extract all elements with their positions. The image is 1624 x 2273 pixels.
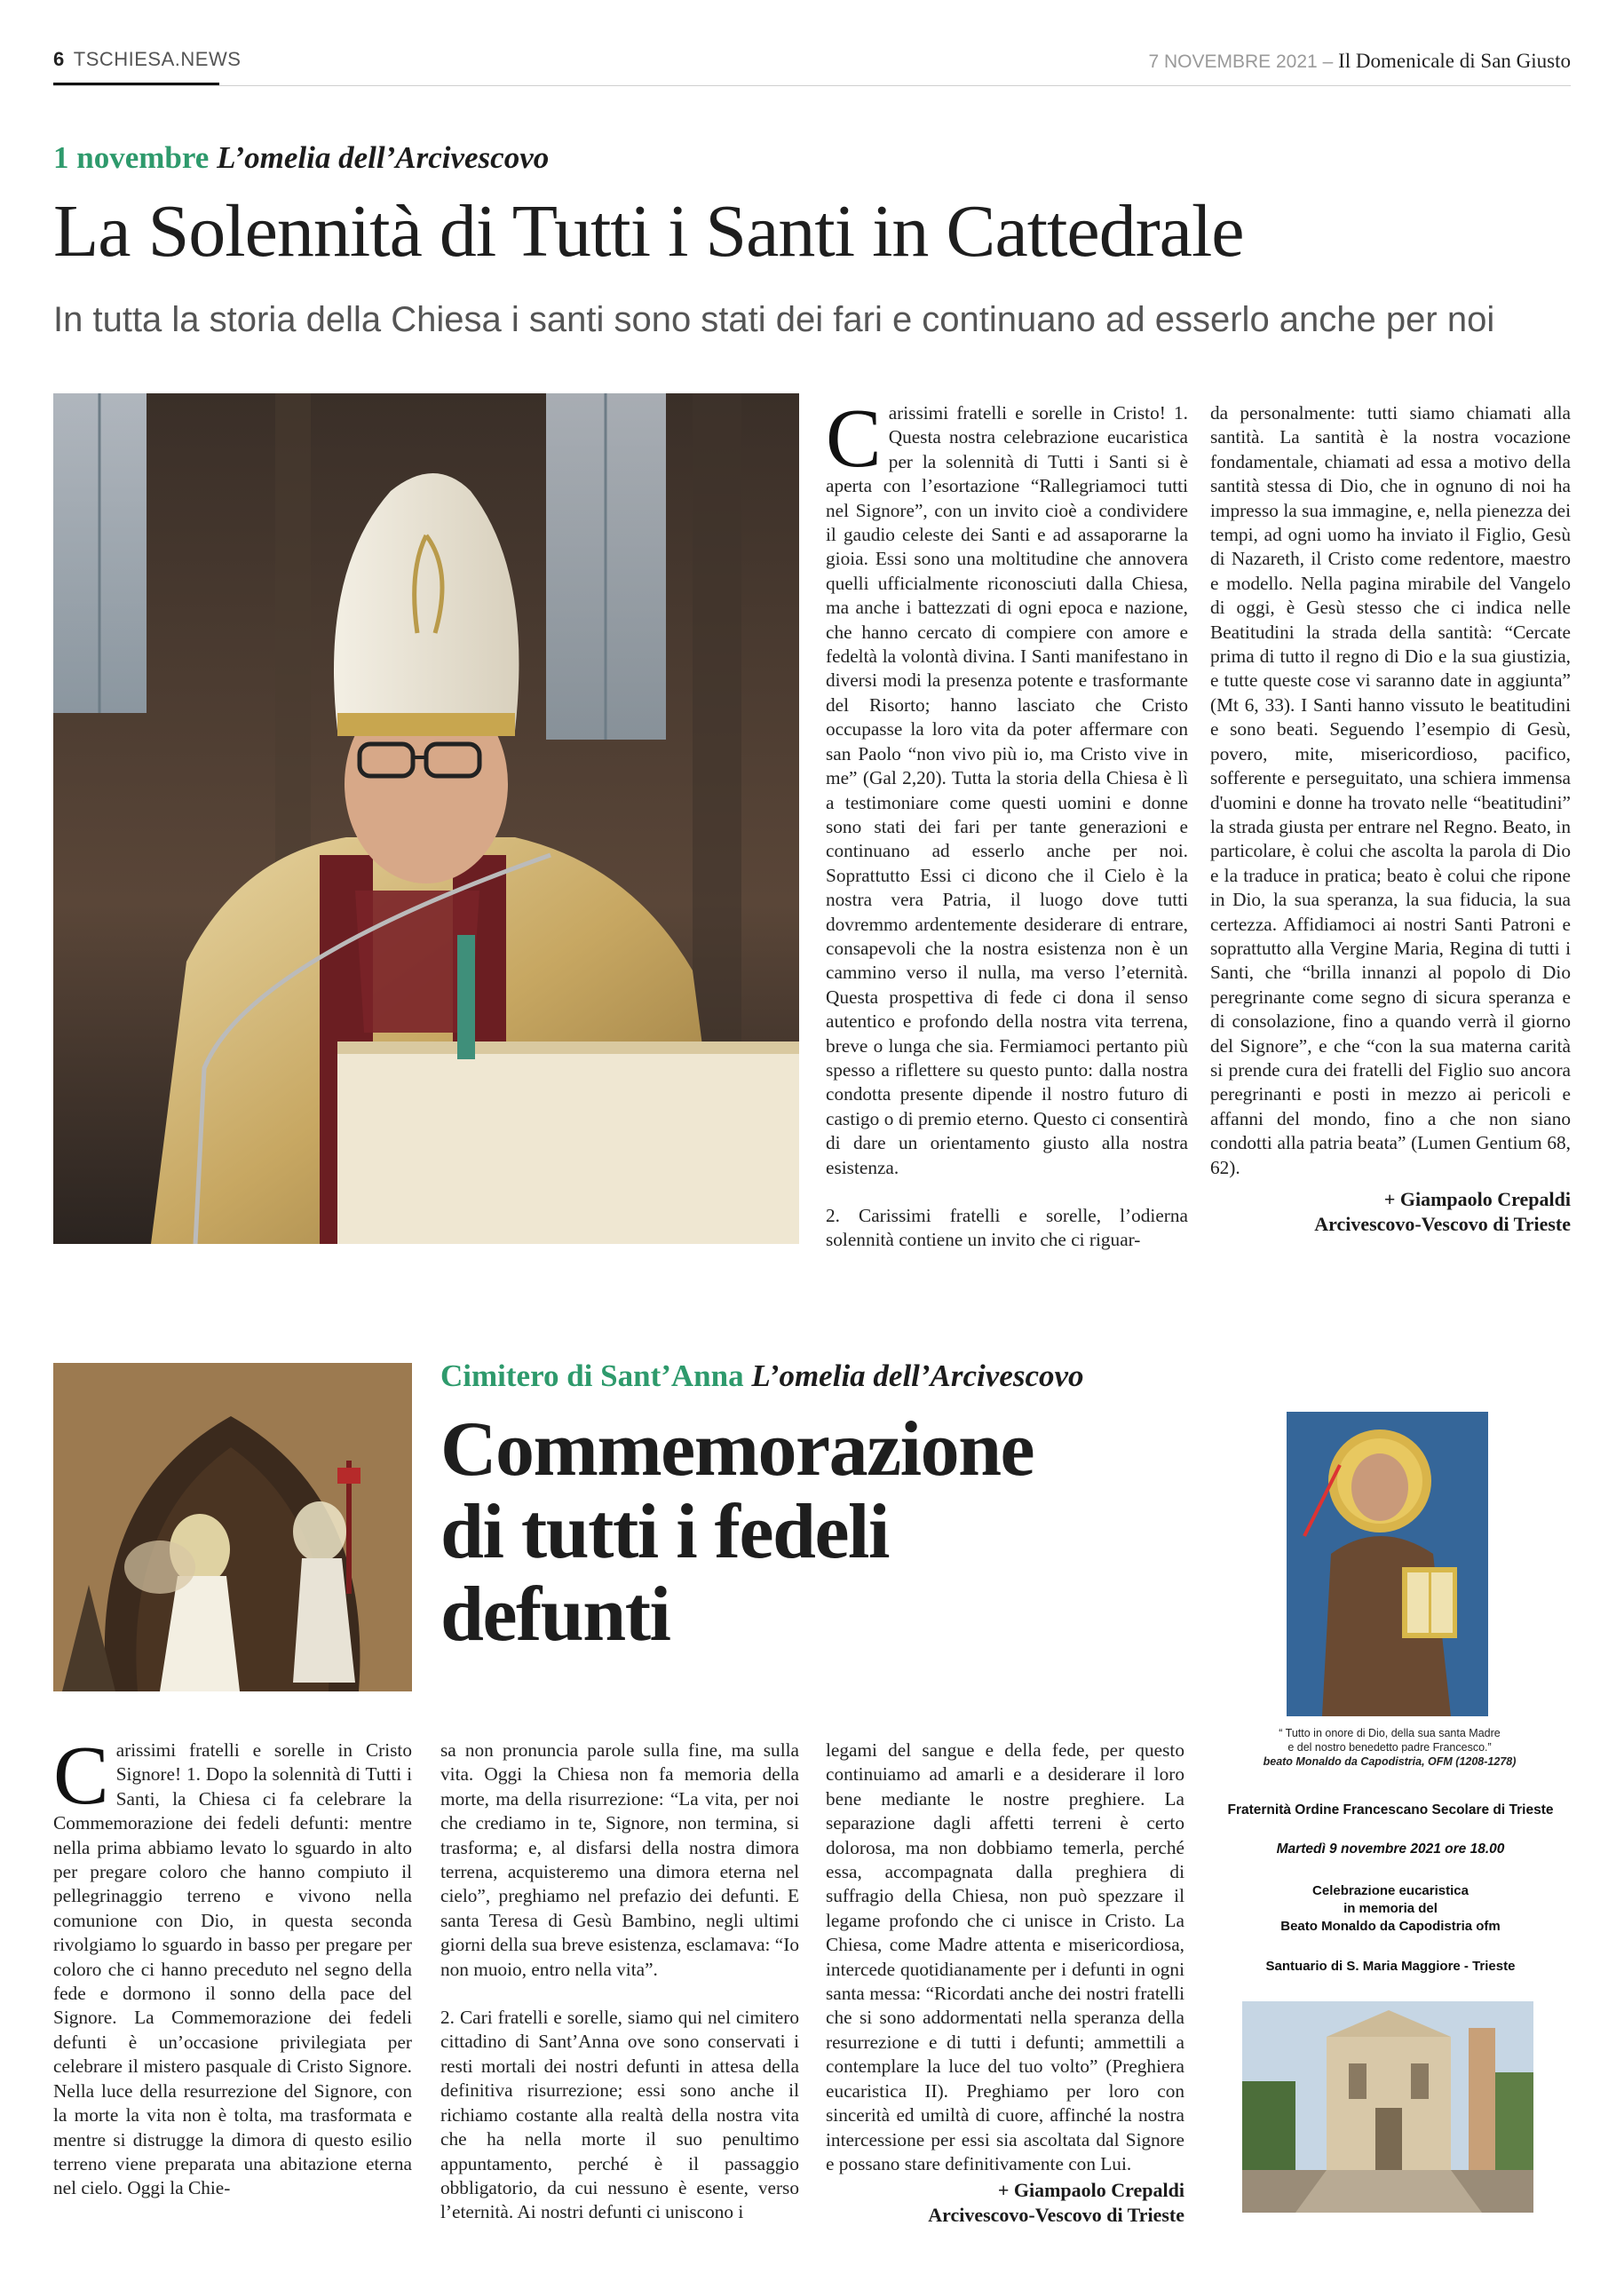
page-number: 6	[53, 48, 65, 70]
article2-column1	[53, 1730, 412, 2201]
article1-kicker-label: L’omelia dell’Arcivescovo	[217, 140, 550, 175]
article2-col2-paragraph1: sa non pronuncia parole sulla fine, ma sulla vita. Oggi la Chiesa non fa memoria della morte, ma della risurrezione: “La vita, per noi che crediamo in te, Signore, non termina, si trasforma; e, al disfarsi della nostra dimora terrena, acquisteremo una dimora eterna nel cielo”, preghiamo nel prefazio dei defunti. E santa Teresa di Gesù Bambino, negli ultimi giorni della sua breve esistenza, esclamava: “Io non muoio, entro nella vita”.	[440, 1739, 799, 1980]
article2-kicker-label: L’omelia dell’Arcivescovo	[751, 1358, 1084, 1393]
event-place: Santuario di S. Maria Maggiore - Trieste	[1265, 1959, 1516, 1974]
article1-column1	[826, 392, 1188, 1253]
event-description-line1: Celebrazione eucaristica	[1312, 1883, 1469, 1898]
site-name: TSCHIESA.NEWS	[73, 48, 242, 70]
article1-col1-text1: arissimi fratelli e sorelle in Cristo! 1. Questa nostra celebrazione eucaristica per la solennità di Tutti i Santi si è aperta con l’esortazione “Rallegriamoci tutti nel Signore”, con un invito cioè a condividere il gaudio celeste dei Santi e ad assaporarne la gioia. Essi sono una moltitudine che annovera quelli ufficialmente riconosciuti dalla Chiesa, ma anche i battezzati di ogni epoca e nazione, che hanno cercato di compiere con amore e fedeltà la volontà divina. I Santi manifestano in diversi modi la presenza potente e trasformante del Risorto; hanno lasciato che Cristo occupasse la loro vita da poter affermare con san Paolo “non vivo più io, ma Cristo vive in me” (Gal 2,20). Tutta la storia della Chiesa è lì a testimoniare come questi uomini e donne sono stati dei fari per tante generazioni e continuano ad esserlo anche per noi. Soprattutto Essi ci dicono che il Cielo è la nostra vera Patria, il luogo dove tutti dovremmo ardentemente desiderare di entrare, consapevoli che la nostra esistenza non è un cammino verso il nulla, ma verso l’eternità. Questa prospettiva di fede ci dona il senso autentico e profondo della nostra vita terrena, breve o lunga che sia. Fermiamoci pertanto più spesso a riflettere su questo punto: dalla nostra condotta presente dipende il nostro futuro di castigo o di premio eterno. Questo ci consentirà di dare un orientamento giusto alla nostra esistenza.	[826, 402, 1188, 1178]
article2-signature-name: + Giampaolo Crepaldi	[997, 2179, 1184, 2202]
archbishop-photo	[53, 393, 799, 1244]
article1-kicker	[53, 140, 549, 176]
article2-dropcap: C	[53, 1730, 109, 1822]
article2-col1-text1: arissimi fratelli e sorelle in Cristo Signore! 1. Dopo la solennità di Tutti i Santi, la Chiesa ci fa celebrare la Commemorazione dei fedeli defunti: mentre nella prima abbiamo levato lo sguardo in alto per pregare coloro che hanno compiuto il pellegrinaggio terreno e vivono nella comunione con Dio, in questa seconda rivolgiamo lo sguardo in basso per pregare per coloro che ci hanno preceduto nel segno della fede e dormono il sonno della pace del Signore. La Commemorazione dei fedeli defunti è un’occasione privilegiata per celebrare il mistero pasquale di Cristo Signore. Nella luce della resurrezione del Signore, con la morte la vita non è tolta, ma trasformata e mentre si distrugge la dimora di questo esilio terreno viene preparata una abitazione eterna nel cielo. Oggi la Chie-	[53, 1739, 412, 2199]
article1-column2	[1210, 401, 1571, 1237]
saint-icon-image	[1287, 1412, 1488, 1716]
article2-signature	[826, 2178, 1184, 2228]
article1-col1-paragraph2: 2. Carissimi fratelli e sorelle, l’odierna solennità contiene un invito che ci riguar-	[826, 1205, 1188, 1251]
article1-signature	[1210, 1187, 1571, 1237]
article2-column3	[826, 1738, 1184, 2228]
event-description-line2: in memoria del	[1343, 1901, 1438, 1916]
article2-title-line2: di tutti i fedeli	[440, 1489, 889, 1575]
event-description	[1213, 1882, 1568, 1936]
newspaper-name: Il Domenicale di San Giusto	[1338, 50, 1571, 72]
event-datetime: Martedì 9 novembre 2021 ore 18.00	[1276, 1841, 1505, 1857]
article2-title-line1: Commemorazione	[440, 1406, 1034, 1493]
article1-dropcap: C	[826, 392, 882, 485]
article2-col3-paragraph1: legami del sangue e della fede, per questo continuiamo ad amarli e a desiderare il loro bene mediante le nostre preghiere. La separazione dagli affetti terreni è certo dolorosa, ma non dobbiamo temerla, perché essa, accompagnata dalla preghiera di suffragio della Chiesa, non può spezzare il legame profondo che ci unisce in Cristo. La Chiesa, come Madre attenta e misericordiosa, intercede quotidianamente per i defunti in ogni santa messa: “Ricordati anche dei nostri fratelli che si sono addormentati nella speranza della resurrezione e di tutti i defunti; ammettili a contemplare la luce del tuo volto” (Preghiera eucaristica II). Preghiamo per loro con sincerità ed umiltà di cuore, affinché la nostra intercessione per essi sia ascoltata dal Signore e possano stare definitivamente con Lui.	[826, 1739, 1184, 2174]
saint-quote-attribution: beato Monaldo da Capodistria, OFM (1208-1278)	[1263, 1755, 1517, 1768]
article1-title: La Solennità di Tutti i Santi in Cattedrale	[53, 190, 1244, 273]
article2-col2-paragraph2: 2. Cari fratelli e sorelle, siamo qui nel cimitero cittadino di Sant’Anna ove sono conservati i resti mortali dei nostri defunti in attesa della definitiva risurrezione; essi sono anche il richiamo costante alla realtà della nostra vita che ha nella morte il suo penultimo appuntamento, perché è il passaggio obbligatorio, da cui nessuno è esente, verso l’eternità. Ai nostri defunti ci uniscono i	[440, 2007, 799, 2223]
article1-col2-paragraph1: da personalmente: tutti siamo chiamati alla santità. La santità è la nostra vocazione fondamentale, chiamati ad essa a motivo della santità stessa di Dio, che in ognuno di noi ha impresso la sua immagine, e, nella pienezza dei tempi, ad ogni uomo ha inviato il Figlio, Gesù di Nazareth, il Cristo come redentore, maestro e modello. Nella pagina mirabile del Vangelo di oggi, è Gesù stesso che ci indica nelle Beatitudini la strada della santità: “Cercate prima di tutto il regno di Dio e la sua giustizia, e tutte queste cose vi saranno date in aggiunta” (Mt 6, 33). I Santi hanno vissuto le beatitudini e sono beati. Seguendo l’esempio di Gesù, povero, mite, misericordioso, pacifico, sofferente e perseguitato, una schiera immensa d'uomini e donne ha trovato nelle “beatitudini” la strada giusta per entrare nel Regno. Beato, in particolare, è colui che ascolta la parola di Dio e la traduce in pratica; beato è colui che ripone in Dio, la sua speranza, la sua fiducia, la sua certezza. Affidiamoci ai nostri Santi Patroni e soprattutto alla Vergine Maria, Regina di tutti i Santi, che “brilla innanzi al popolo di Dio peregrinante come segno di sicura speranza e di consolazione, fino a quando verrà il giorno del Signore”, e che “con la sua materna carità si prende cura dei fratelli del Figlio suo ancora peregrinanti e posti in mezzo ai pericoli e affanni del mondo, fino a che non siano condotti alla patria beata” (Lumen Gentium 68, 62).	[1210, 402, 1571, 1178]
saint-quote-line2: e del nostro benedetto padre Francesco.”	[1287, 1741, 1492, 1754]
event-announcement	[1213, 1802, 1568, 1974]
header-separator: –	[1317, 51, 1339, 72]
article2-col1-paragraph1	[53, 1730, 412, 2201]
article1-signature-title: Arcivescovo-Vescovo di Trieste	[1314, 1213, 1571, 1235]
article2-kicker-place: Cimitero di Sant’Anna	[440, 1358, 744, 1393]
event-description-line3: Beato Monaldo da Capodistria ofm	[1280, 1919, 1501, 1934]
page-header-left	[53, 48, 241, 71]
issue-date: 7 NOVEMBRE 2021	[1148, 51, 1318, 72]
article2-title-line3: defunti	[440, 1572, 670, 1658]
article2-kicker	[440, 1358, 1084, 1394]
fresco-painting	[53, 1363, 412, 1691]
article2-title	[440, 1408, 1034, 1656]
page-header-right	[1148, 50, 1571, 73]
article1-signature-name: + Giampaolo Crepaldi	[1383, 1188, 1571, 1210]
article1-col1-paragraph1	[826, 392, 1188, 1180]
header-divider	[53, 85, 1571, 86]
article1-subtitle: In tutta la storia della Chiesa i santi sono stati dei fari e continuano ad esserlo anche per noi	[53, 300, 1495, 339]
article2-column2	[440, 1738, 799, 2225]
saint-quote-caption	[1243, 1726, 1536, 1769]
church-photo	[1242, 2001, 1533, 2213]
article1-kicker-date: 1 novembre	[53, 140, 210, 175]
event-organizer: Fraternità Ordine Francescano Secolare di Trieste	[1227, 1802, 1554, 1818]
article2-signature-title: Arcivescovo-Vescovo di Trieste	[928, 2204, 1184, 2227]
saint-quote-line1: “ Tutto in onore di Dio, della sua santa Madre	[1279, 1727, 1501, 1739]
